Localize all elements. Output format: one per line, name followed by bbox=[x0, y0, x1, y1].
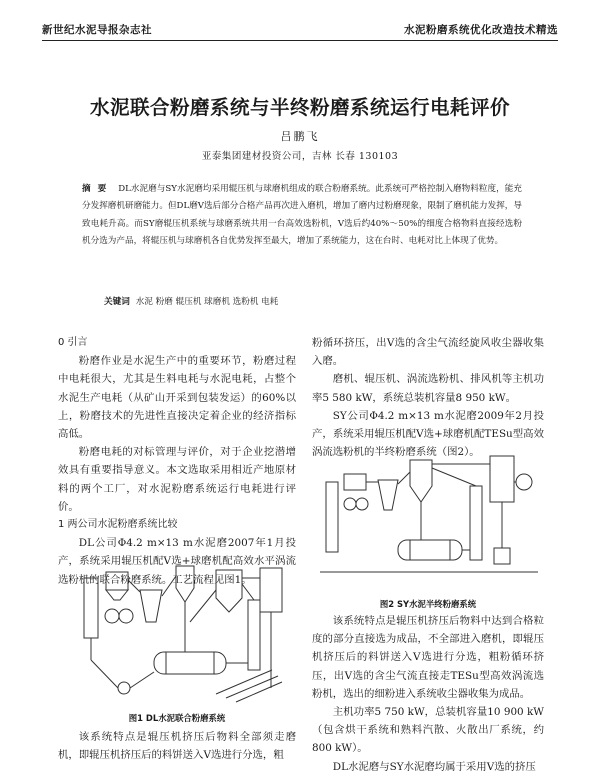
flow-line bbox=[162, 576, 176, 596]
bucket-elevator bbox=[84, 578, 98, 638]
abstract-text: DL水泥磨与SY水泥磨均采用辊压机与球磨机组成的联合粉磨系统。此系统可严格控制入磨物料粒度，能充分发挥磨机研磨能力。但DL磨V选后部分合格产品再次进入磨机，增加了磨内过粉磨现象，限制了磨机能力发挥，导致电耗升高。而SY磨辊压机系统与球磨系统共用一台高效选粉机，V选后约40%～50%的细度合格物料直接经选粉机分选为产品，将辊压机与球磨机各自优势发挥至最大，增加了系统能力，这在台时、电耗对比上体现了优势。 bbox=[82, 184, 522, 247]
flow-line bbox=[432, 468, 476, 486]
flow-line bbox=[91, 660, 118, 688]
abstract-label: 摘 要 bbox=[82, 184, 109, 194]
mill-elevator bbox=[470, 486, 482, 560]
figure-2-flow-diagram bbox=[318, 452, 540, 590]
left-column-bottom bbox=[58, 728, 296, 764]
hatch-line bbox=[236, 682, 282, 702]
figure-2-caption: 图2 SY水泥半终粉磨系统 bbox=[379, 599, 477, 609]
bucket-elevator bbox=[326, 482, 338, 552]
ball-mill bbox=[154, 652, 226, 674]
header-publisher: 新世纪水泥导报杂志社 bbox=[42, 23, 152, 36]
header-rule bbox=[42, 40, 558, 41]
exhaust-fan bbox=[118, 682, 130, 694]
abstract-block bbox=[82, 181, 522, 251]
header-series-title: 水泥粉磨系统优化改造技术精选 bbox=[404, 23, 558, 36]
paragraph: 该系统特点是辊压机挤压后物料全部须走磨机，即辊压机挤压后的料饼送入V选进行分选，粗 bbox=[58, 731, 296, 762]
flow-line bbox=[130, 672, 154, 688]
right-column-bottom bbox=[312, 612, 544, 776]
tesu-vortex-separator bbox=[410, 460, 432, 502]
bin-hopper bbox=[106, 590, 128, 600]
left-column-top bbox=[58, 334, 296, 589]
running-header bbox=[42, 18, 558, 40]
keywords-label: 关键词 bbox=[104, 297, 130, 307]
v-separator bbox=[378, 480, 398, 510]
article-author: 吕鹏飞 bbox=[280, 130, 320, 143]
paragraph: DL水泥磨与SY水泥磨均属于采用V选的挤压 bbox=[332, 760, 536, 773]
figure-1-flow-diagram bbox=[66, 560, 292, 706]
section-1-heading: 1 两公司水泥粉磨系统比较 bbox=[58, 519, 178, 531]
author-affiliation: 亚泰集团建材投资公司，吉林 长春 130103 bbox=[201, 151, 399, 162]
flow-line bbox=[128, 580, 140, 592]
v-separator bbox=[140, 590, 162, 622]
roller-press-roll bbox=[119, 609, 133, 623]
paragraph: 该系统特点是辊压机挤压后物料中达到合格粒度的部分直接选为成品，不全部进入磨机，即辊压机挤压后的料饼送入V选进行分选，粗粉循环挤压，出V选的含尘气流直接走TESu型高效涡流选粉机，选出的细粉进入系统收尘器收集为成品。 bbox=[312, 615, 544, 700]
section-0-heading: 0 引言 bbox=[58, 337, 88, 348]
mill-elevator bbox=[248, 600, 260, 670]
paragraph: 粉磨电耗的对标管理与评价，对于企业挖潜增效具有重要指导意义。本文选取采用相近产地原材料的两个工厂，对水泥粉磨系统运行电耗进行评价。 bbox=[58, 446, 296, 513]
flow-line bbox=[190, 590, 216, 622]
paragraph: 粉循环挤压，出V选的含尘气流经旋风收尘器收集入磨。 bbox=[312, 337, 544, 368]
flow-line bbox=[242, 584, 254, 600]
ball-mill bbox=[398, 540, 462, 560]
vortex-separator bbox=[216, 570, 242, 612]
article-title: 水泥联合粉磨系统与半终粉磨系统运行电耗评价 bbox=[89, 96, 510, 119]
roller-press-roll bbox=[344, 498, 356, 510]
keywords-block bbox=[104, 295, 278, 307]
roller-press-roll bbox=[105, 609, 119, 623]
right-column-top bbox=[312, 334, 544, 461]
steady-bin bbox=[344, 474, 366, 490]
bag-filter bbox=[260, 568, 282, 612]
paragraph: 磨机、辊压机、涡流选粉机、排风机等主机功率5 580 kW，系统总装机容量8 950 kW。 bbox=[312, 373, 544, 404]
roller-press-roll bbox=[356, 498, 368, 510]
paragraph: 粉磨作业是水泥生产中的重要环节，粉磨过程中电耗很大，尤其是生料电耗与水泥电耗，占整个水泥生产电耗（从矿山开采到包装发运）的60%以上，粉磨技术的先进性直接决定着企业的经济指标高低。 bbox=[58, 355, 296, 441]
paragraph: SY公司Φ4.2 m×13 m水泥磨2009年2月投产，系统采用辊压机配V选+球磨机配TESu型高效涡流选粉机的半终粉磨系统（图2）。 bbox=[312, 409, 544, 459]
exhaust-fan bbox=[516, 474, 532, 490]
cement-silo bbox=[494, 548, 510, 564]
figure-1-caption: 图1 DL水泥联合粉磨系统 bbox=[128, 713, 226, 723]
cyclone-collector bbox=[176, 566, 194, 602]
bag-filter bbox=[490, 456, 514, 502]
paragraph: DL公司Φ4.2 m×13 m水泥磨2007年1月投产，系统采用辊压机配V选+球磨机配高效水平涡流选粉机的联合粉磨系统。工艺流程见图1。 bbox=[58, 537, 296, 586]
flow-line bbox=[398, 472, 410, 484]
paragraph: 主机功率5 750 kW，总装机容量10 900 kW（包含烘干系统和熟料汽散、火散出厂系统，约800 kW）。 bbox=[312, 706, 544, 755]
steady-bin bbox=[106, 572, 128, 590]
keywords-text: 水泥 粉磨 辊压机 球磨机 选粉机 电耗 bbox=[135, 297, 279, 307]
